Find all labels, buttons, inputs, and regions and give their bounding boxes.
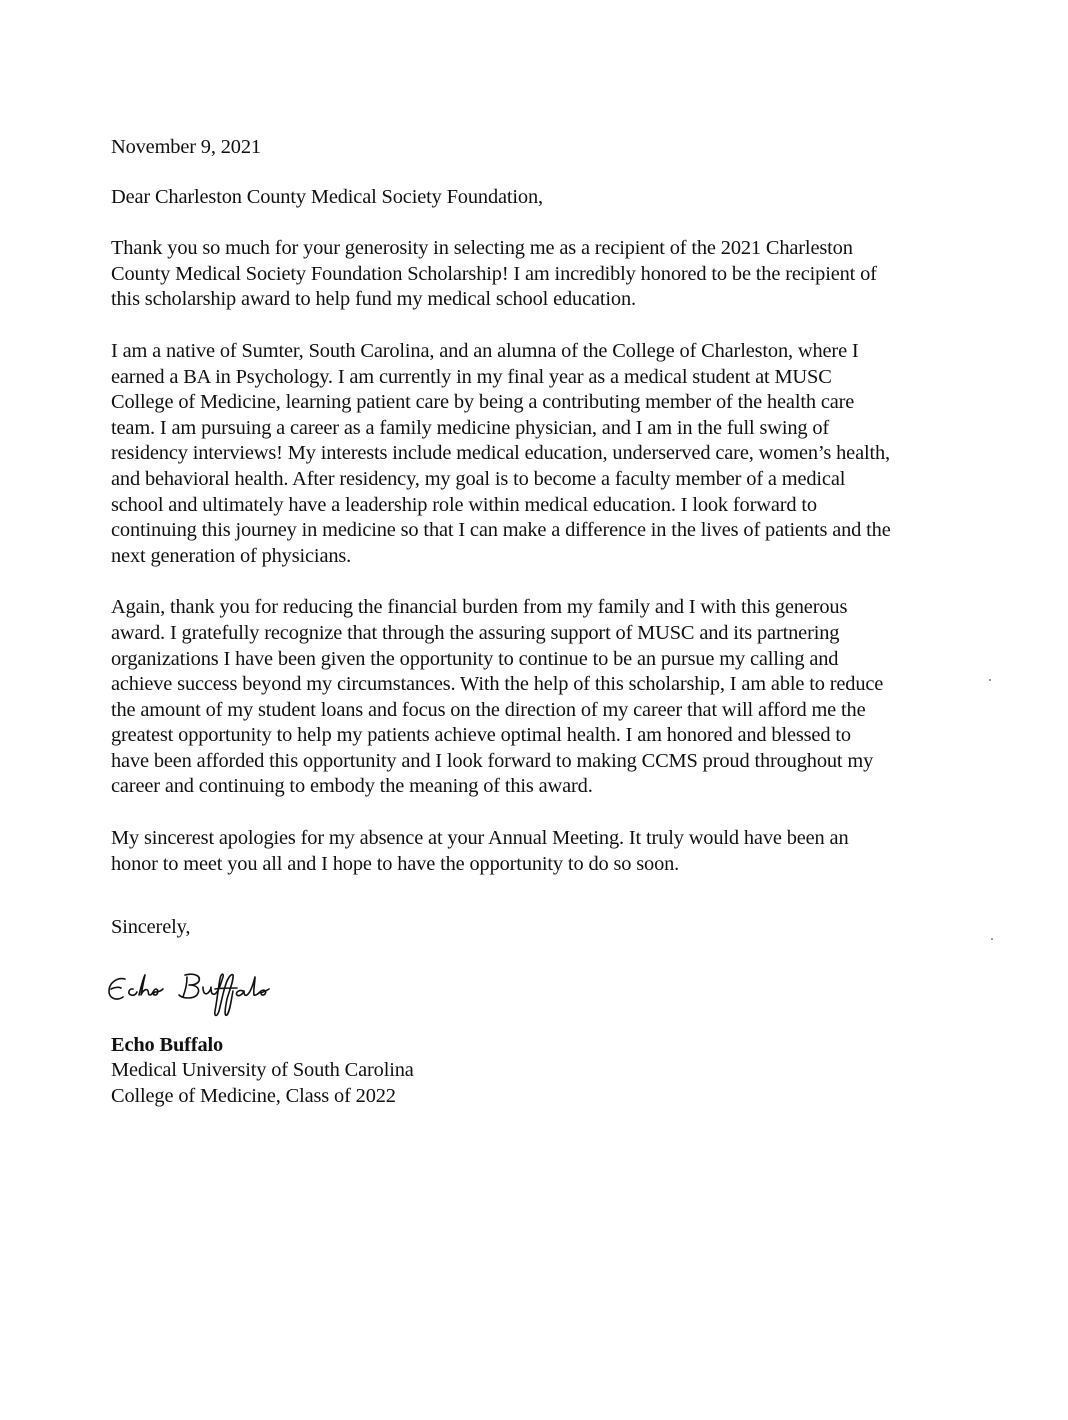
letter-date: November 9, 2021 bbox=[111, 136, 261, 158]
letter-body bbox=[111, 135, 961, 1110]
scan-speck bbox=[989, 679, 991, 681]
paragraph-line: career and continuing to embody the meaning of this award. bbox=[111, 775, 593, 798]
paragraph-line: next generation of physicians. bbox=[111, 544, 352, 567]
scan-speck bbox=[991, 938, 993, 940]
paragraph-line: residency interviews! My interests include medical education, underserved care, women’s health, bbox=[111, 442, 891, 465]
paragraph-line: Thank you so much for your generosity in selecting me as a recipient of the 2021 Charleston bbox=[111, 237, 853, 260]
paragraph-line: the amount of my student loans and focus on the direction of my career that will afford me the bbox=[111, 698, 866, 721]
signature-icon bbox=[103, 961, 303, 1033]
paragraph-line: I am a native of Sumter, South Carolina, and an alumna of the College of Charleston, where I bbox=[111, 339, 859, 362]
paragraph-line: Again, thank you for reducing the financial burden from my family and I with this generous bbox=[111, 596, 848, 619]
paragraph-thanks bbox=[111, 236, 961, 313]
paragraph-line: County Medical Society Foundation Scholarship! I am incredibly honored to be the recipient of bbox=[111, 262, 877, 285]
paragraph-line: school and ultimately have a leadership role within medical education. I look forward to bbox=[111, 493, 817, 516]
paragraph-line: team. I am pursuing a career as a family medicine physician, and I am in the full swing of bbox=[111, 416, 830, 439]
paragraph-line: award. I gratefully recognize that through the assuring support of MUSC and its partnering bbox=[111, 621, 840, 644]
paragraph-background bbox=[111, 339, 961, 569]
paragraph-line: continuing this journey in medicine so that I can make a difference in the lives of patients and the bbox=[111, 519, 891, 542]
signer-name: Echo Buffalo bbox=[111, 1033, 224, 1056]
paragraph-apology bbox=[111, 826, 961, 877]
paragraph-gratitude bbox=[111, 595, 961, 800]
paragraph-line: My sincerest apologies for my absence at your Annual Meeting. It truly would have been an bbox=[111, 827, 849, 850]
paragraph-line: honor to meet you all and I hope to have the opportunity to do so soon. bbox=[111, 852, 680, 875]
paragraph-line: College of Medicine, learning patient care by being a contributing member of the health care bbox=[111, 391, 855, 414]
paragraph-line: and behavioral health. After residency, my goal is to become a faculty member of a medical bbox=[111, 467, 846, 490]
paragraph-line: achieve success beyond my circumstances. With the help of this scholarship, I am able to reduce bbox=[111, 673, 884, 696]
handwritten-signature bbox=[111, 961, 961, 1033]
paragraph-line: greatest opportunity to help my patients achieve optimal health. I am honored and blessed to bbox=[111, 724, 851, 747]
paragraph-line: this scholarship award to help fund my medical school education. bbox=[111, 288, 636, 311]
signer-program: College of Medicine, Class of 2022 bbox=[111, 1085, 396, 1108]
paragraph-line: earned a BA in Psychology. I am currently in my final year as a medical student at MUSC bbox=[111, 365, 832, 388]
signer-institution: Medical University of South Carolina bbox=[111, 1059, 414, 1082]
paragraph-line: have been afforded this opportunity and I look forward to making CCMS proud throughout my bbox=[111, 749, 874, 772]
salutation: Dear Charleston County Medical Society Foundation, bbox=[111, 185, 543, 208]
paragraph-line: organizations I have been given the opportunity to continue to be an pursue my calling and bbox=[111, 647, 839, 670]
closing: Sincerely, bbox=[111, 916, 191, 939]
